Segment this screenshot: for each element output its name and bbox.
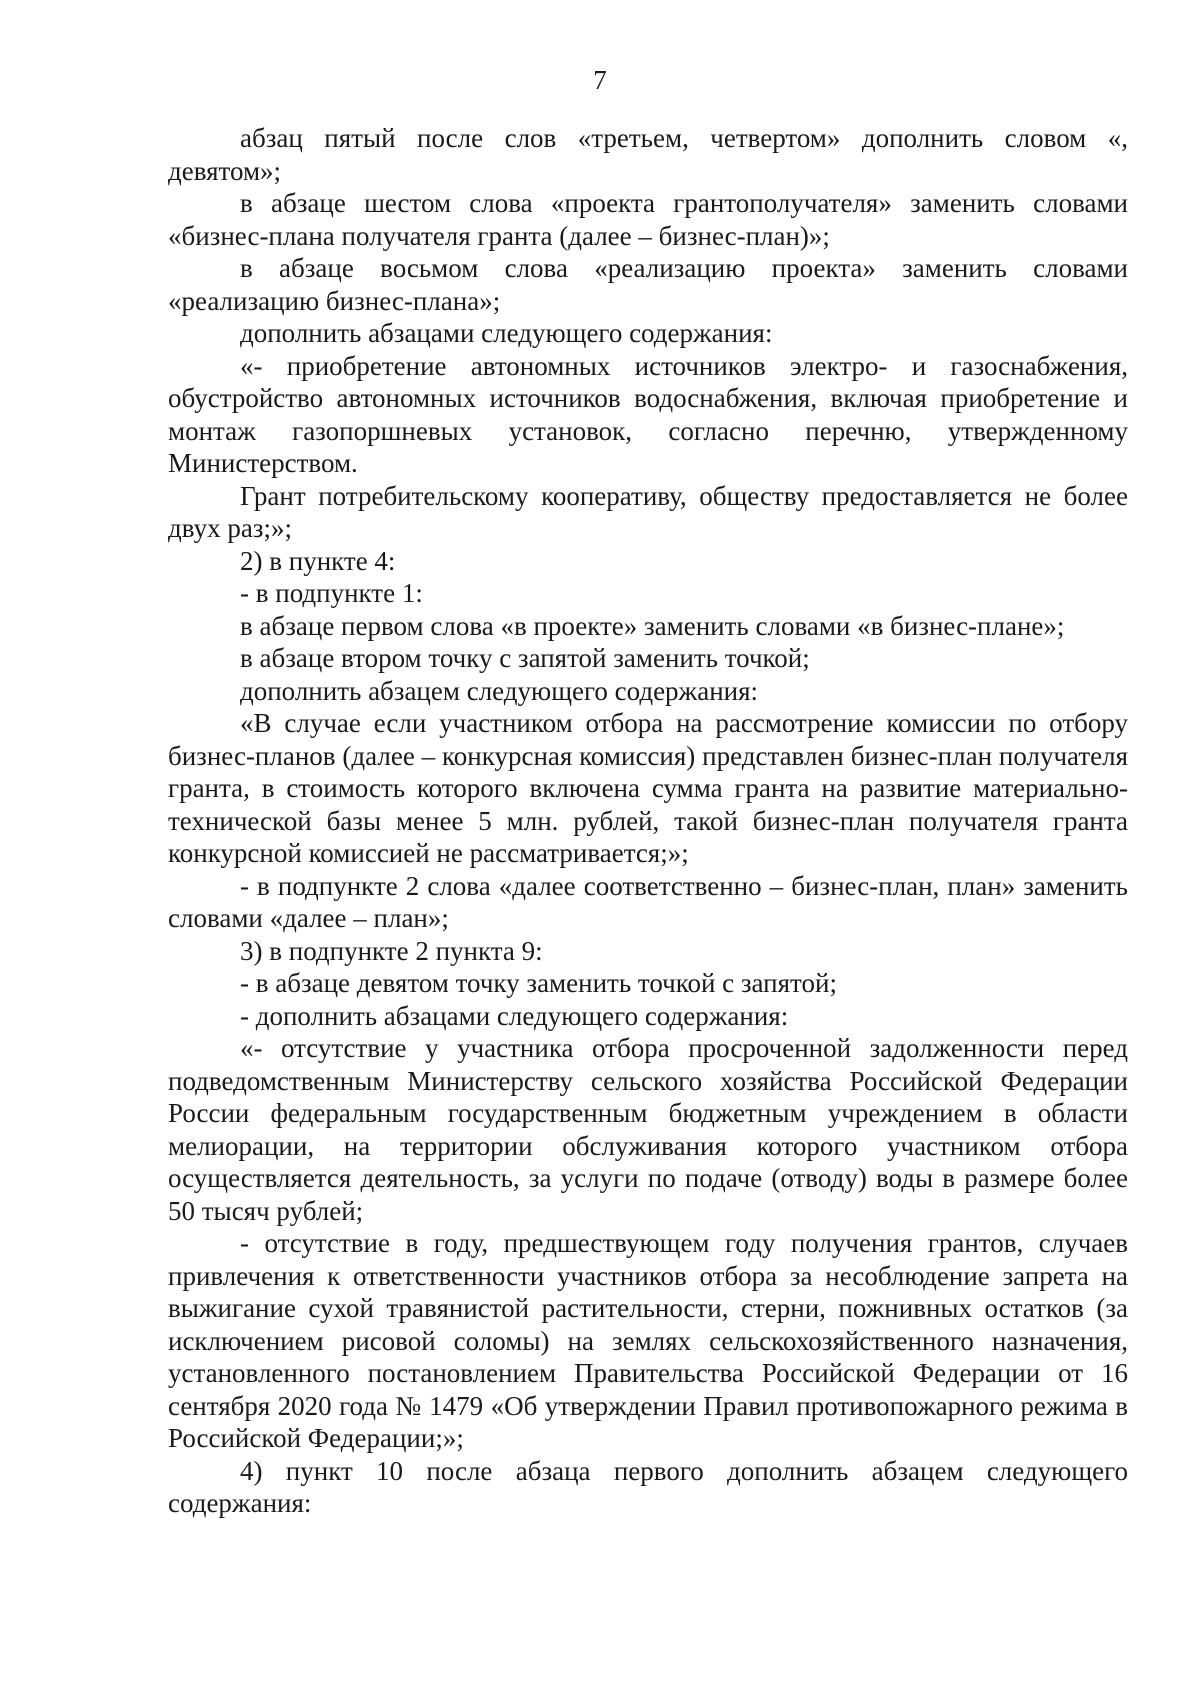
paragraph: «- приобретение автономных источников электро- и газоснабжения, обустройство автономных источников водоснабжения, включая приобретение и монтаж газопоршневых установок, согласно перечню, утвержденному Министерством. — [168, 350, 1128, 478]
paragraph: - отсутствие в году, предшествующем году получения грантов, случаев привлечения к ответственности участников отбора за несоблюдение запрета на выжигание сухой травянистой растительности, стерни, пожнивных остатков (за исключением рисовой соломы) на землях сельскохозяйственного назначения, установленного постановлением Правительства Российской Федерации от 16 сентября 2020 года № 1479 «Об утверждении Правил противопожарного режима в Российской Федерации;»; — [168, 1228, 1128, 1453]
paragraph: в абзаце шестом слова «проекта грантополучателя» заменить словами «бизнес-плана получателя гранта (далее – бизнес-план)»; — [168, 188, 1128, 251]
paragraph: - дополнить абзацами следующего содержания: — [240, 1000, 789, 1031]
paragraph: «В случае если участником отбора на рассмотрение комиссии по отбору бизнес-планов (далее – конкурсная комиссия) представлен бизнес-план получателя гранта, в стоимость которого включена сумма гранта на развитие материально-технической базы менее 5 млн. рублей, такой бизнес-план получателя гранта конкурсной комиссией не рассматривается;»; — [168, 708, 1128, 868]
paragraph: дополнить абзацами следующего содержания: — [240, 318, 773, 348]
paragraph: - в абзаце девятом точку заменить точкой с запятой; — [240, 968, 837, 998]
paragraph: абзац пятый после слов «третьем, четвертом» дополнить словом «, девятом»; — [168, 123, 1128, 186]
paragraph: «- отсутствие у участника отбора просроченной задолженности перед подведомственным Министерству сельского хозяйства Российской Федерации России федеральным государственным бюджетным учреждением в области мелиорации, на территории обслуживания которого участником отбора осуществляется деятельность, за услуги по подаче (отводу) воды в размере более 50 тысяч рублей; — [168, 1033, 1128, 1226]
paragraph: Грант потребительскому кооперативу, обществу предоставляется не более двух раз;»; — [168, 480, 1128, 543]
paragraph: 4) пункт 10 после абзаца первого дополнить абзацем следующего содержания: — [168, 1455, 1128, 1518]
paragraph: дополнить абзацем следующего содержания: — [240, 675, 759, 706]
paragraph: 3) в подпункте 2 пункта 9: — [240, 935, 543, 966]
document-body — [168, 122, 1128, 1520]
paragraph: в абзаце восьмом слова «реализацию проекта» заменить словами «реализацию бизнес-плана»; — [168, 253, 1128, 316]
paragraph: в абзаце первом слова «в проекте» заменить словами «в бизнес-плане»; — [240, 610, 1065, 641]
page-number: 7 — [593, 65, 607, 95]
paragraph: 2) в пункте 4: — [240, 545, 396, 576]
paragraph: - в подпункте 2 слова «далее соответственно – бизнес-план, план» заменить словами «далее – план»; — [168, 870, 1128, 933]
paragraph: - в подпункте 1: — [240, 578, 423, 608]
paragraph: в абзаце втором точку с запятой заменить точкой; — [240, 643, 810, 673]
